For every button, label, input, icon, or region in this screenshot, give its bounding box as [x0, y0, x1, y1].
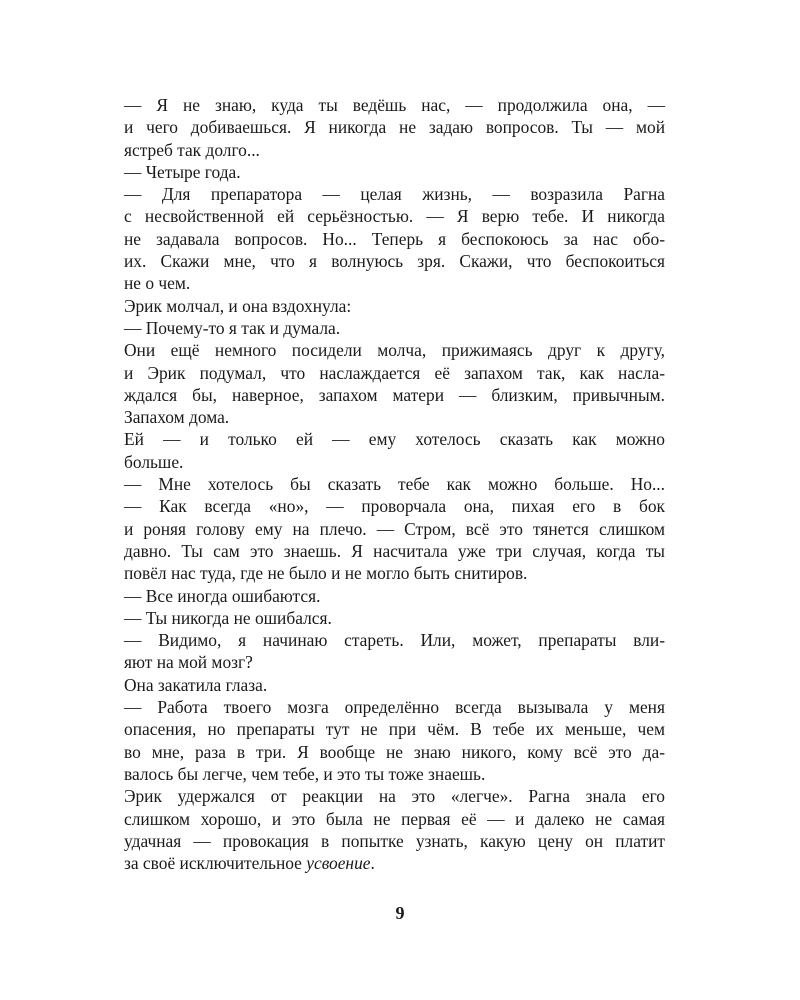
page-number: 9: [395, 903, 405, 923]
text-line: — Все иногда ошибаются.: [124, 585, 321, 606]
text-line: Запахом дома.: [124, 407, 230, 428]
text-line: повёл нас туда, где не было и не могло быть снитиров.: [124, 563, 528, 584]
text-line: яют на мой мозг?: [124, 652, 253, 673]
text-line: и чего добиваешься. Я никогда не задаю вопросов. Ты — мой: [124, 117, 665, 138]
text-line: слишком хорошо, и это была не первая её — и далеко не самая: [124, 808, 665, 829]
text-line: с несвойственной ей серьёзностью. — Я верю тебе. И никогда: [124, 206, 665, 227]
book-page: [124, 94, 665, 874]
text-line: опасения, но препараты тут не при чём. В тебе их меньше, чем: [124, 719, 665, 740]
text-line: — Видимо, я начинаю стареть. Или, может, препараты вли-: [124, 630, 665, 651]
text-line: и роняя голову ему на плечо. — Стром, всё это тянется слишком: [124, 518, 665, 539]
text-line: — Как всегда «но», — проворчала она, пихая его в бок: [124, 496, 665, 517]
text-line: — Я не знаю, куда ты ведёшь нас, — продолжила она, —: [124, 95, 665, 115]
text-line: — Работа твоего мозга определённо всегда вызывала у меня: [124, 697, 665, 718]
text-line: — Мне хотелось бы сказать тебе как можно больше. Но...: [124, 474, 665, 495]
text-line: — Для препаратора — целая жизнь, — возразила Рагна: [124, 184, 665, 205]
text-line-final: [124, 852, 665, 874]
text-line: Эрик удержался от реакции на это «легче». Рагна знала его: [124, 786, 665, 807]
text-line: и Эрик подумал, что наслаждается её запахом так, как насла-: [124, 362, 665, 383]
text-line: ястреб так долго...: [124, 139, 260, 160]
text-line: больше.: [124, 451, 184, 472]
text-line: ждался бы, наверное, запахом матери — близким, привычным.: [124, 384, 665, 405]
text-line: Она закатила глаза.: [124, 674, 268, 695]
italic-word: усвоение: [306, 853, 371, 874]
text-line: их. Скажи мне, что я волнуюсь зря. Скажи, что беспокоиться: [124, 251, 665, 272]
text-line: не задавала вопросов. Но... Теперь я беспокоюсь за нас обо-: [124, 228, 665, 249]
text-line: удачная — провокация в попытке узнать, какую цену он платит: [124, 830, 665, 851]
text-line: — Ты никогда не ошибался.: [124, 607, 332, 628]
text-line: — Почему-то я так и думала.: [124, 317, 341, 338]
text-line: Они ещё немного посидели молча, прижимаясь друг к другу,: [124, 340, 665, 361]
text-line: валось бы легче, чем тебе, и это ты тоже знаешь.: [124, 763, 486, 784]
text-line: не о чем.: [124, 273, 191, 294]
body-text: [124, 94, 665, 874]
text-line: Ей — и только ей — ему хотелось сказать как можно: [124, 429, 665, 450]
text-line: — Четыре года.: [124, 161, 241, 182]
text-line: Эрик молчал, и она вздохнула:: [124, 295, 352, 316]
text-line: во мне, раза в три. Я вообще не знаю никого, кому всё это да-: [124, 741, 665, 762]
final-line-text: за своё исключительное: [124, 853, 307, 874]
final-line-end: .: [370, 853, 375, 874]
text-line: давно. Ты сам это знаешь. Я насчитала уже три случая, когда ты: [124, 540, 665, 561]
